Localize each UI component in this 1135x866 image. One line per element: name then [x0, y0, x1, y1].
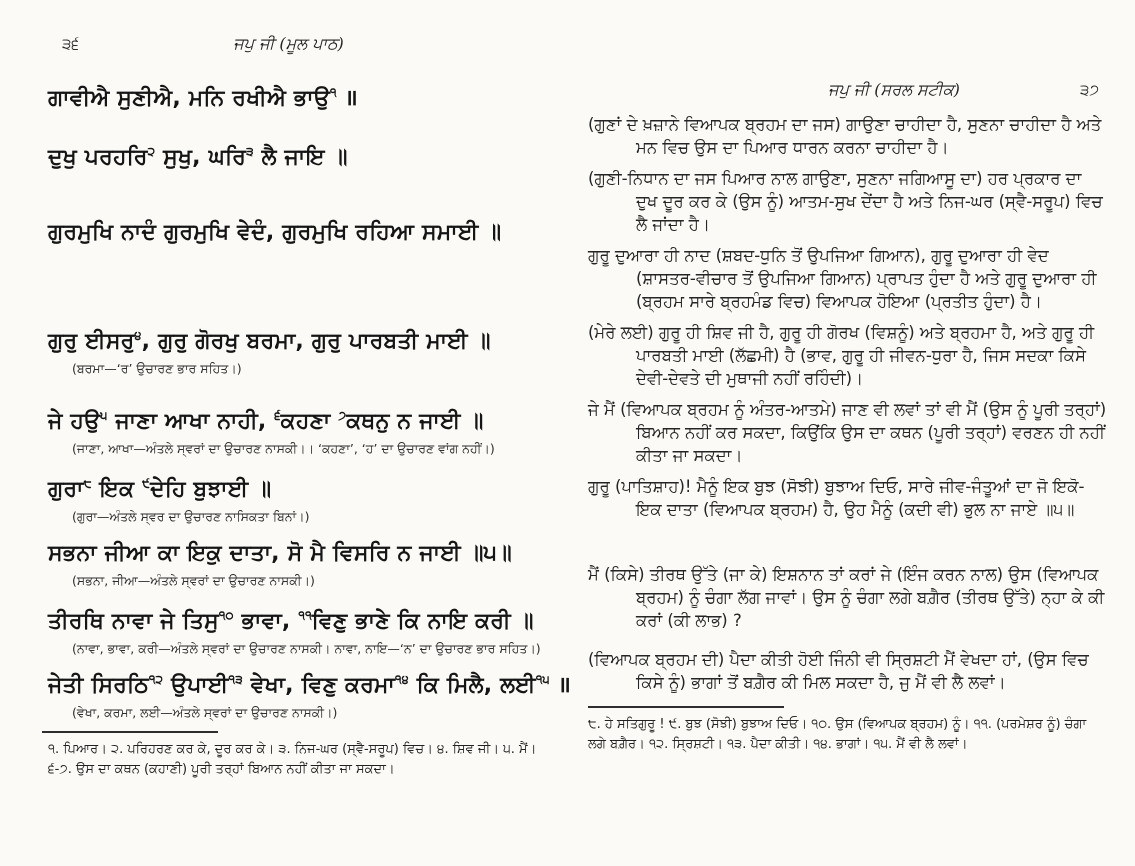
verse-line-5: ਜੇ ਹਉ$^੫$ ਜਾਣਾ ਆਖਾ ਨਾਹੀ, $^੬$ਕਹਣਾ $^੭$ਕਥਨੁ ਨ ਜਾਈ ॥ — [48, 408, 484, 434]
right-page-header-row — [588, 80, 1107, 100]
verse-line-3: ਗੁਰਮੁਖਿ ਨਾਦੰ ਗੁਰਮੁਖਿ ਵੇਦੰ, ਗੁਰਮੁਖਿ ਰਹਿਆ ਸਮਾਈ ॥ — [48, 220, 502, 245]
commentary-paragraph-8: (ਵਿਆਪਕ ਬ੍ਰਹਮ ਦੀ) ਪੈਦਾ ਕੀਤੀ ਹੋਈ ਜਿੰਨੀ ਵੀ ਸ੍ਰਿਸ਼ਟੀ ਮੈਂ ਵੇਖਦਾ ਹਾਂ, (ਉਸ ਵਿਚ ਕਿਸੇ ਨੂੰ) ਭਾਗਾਂ ਤੋਂ ਬਗ਼ੈਰ ਕੀ ਮਿਲ ਸਕਦਾ ਹੈ, ਜੁ ਮੈਂ ਵੀ ਲੈ ਲਵਾਂ। — [588, 650, 1089, 692]
verse-line-8: ਤੀਰਥਿ ਨਾਵਾ ਜੇ ਤਿਸੁ$^{੧੦}$ ਭਾਵਾ, $^{੧੧}$ਵਿਣੁ ਭਾਣੇ ਕਿ ਨਾਇ ਕਰੀ ॥ — [48, 608, 534, 634]
verse-note-5: (ਜਾਣਾ, ਆਖਾ—ਅੰਤਲੇ ਸ੍ਵਰਾਂ ਦਾ ਉਚਾਰਣ ਨਾਸਕੀ।। ‘ਕਹਣਾ’, ‘ਹ’ ਦਾ ਉਚਾਰਣ ਵਾਂਗ ਨਹੀਂ।) — [72, 441, 495, 456]
right-footnote-separator — [588, 706, 784, 708]
left-page-header-row — [48, 34, 558, 54]
verse-note-4: (ਬਰਮਾ—‘ਰ’ ਉਚਾਰਣ ਭਾਰ ਸਹਿਤ।) — [72, 361, 242, 376]
commentary-paragraph-2: (ਗੁਣੀ-ਨਿਧਾਨ ਦਾ ਜਸ ਪਿਆਰ ਨਾਲ ਗਾਉਣਾ, ਸੁਣਨਾ ਜਗਿਆਸੂ ਦਾ) ਹਰ ਪ੍ਰਕਾਰ ਦਾ ਦੁਖ ਦੂਰ ਕਰ ਕੇ (ਉਸ ਨੂੰ) ਆਤਮ-ਸੁਖ ਦੇਂਦਾ ਹੈ ਅਤੇ ਨਿਜ-ਘਰ (ਸ੍ਵੈ-ਸਰੂਪ) ਵਿਚ ਲੈ ਜਾਂਦਾ ਹੈ। — [588, 169, 1103, 234]
verse-line-9: ਜੇਤੀ ਸਿਰਠਿ$^{੧੨}$ ਉਪਾਈ$^{੧੩}$ ਵੇਖਾ, ਵਿਣੁ ਕਰਮਾ$^{੧੪}$ ਕਿ ਮਿਲੈ, ਲਈ$^{੧੫}$ ॥ — [48, 672, 572, 698]
verse-line-1: ਗਾਵੀਐ ਸੁਣੀਐ, ਮਨਿ ਰਖੀਐ ਭਾਉ$^੧$ ॥ — [48, 85, 358, 111]
left-page-title: ਜਪੁ ਜੀ (ਮੂਲ ਪਾਠ) — [233, 34, 344, 53]
commentary-paragraph-6: ਗੁਰੂ (ਪਾਤਿਸ਼ਾਹ)! ਮੈਨੂੰ ਇਕ ਬੁਝ (ਸੋਝੀ) ਬੁਝਾਅ ਦਿਓ, ਸਾਰੇ ਜੀਵ-ਜੰਤੂਆਂ ਦਾ ਜੋ ਇਕੋ-ਇਕ ਦਾਤਾ (ਵਿਆਪਕ ਬ੍ਰਹਮ) ਹੈ, ਉਹ ਮੈਨੂੰ (ਕਦੀ ਵੀ) ਭੁਲ ਨਾ ਜਾਏ ॥੫॥ — [588, 477, 1085, 519]
right-page-title: ਜਪੁ ਜੀ (ਸਰਲ ਸਟੀਕ) — [828, 80, 960, 99]
commentary-paragraph-5: ਜੇ ਮੈਂ (ਵਿਆਪਕ ਬ੍ਰਹਮ ਨੂੰ ਅੰਤਰ-ਆਤਮੇ) ਜਾਣ ਵੀ ਲਵਾਂ ਤਾਂ ਵੀ ਮੈਂ (ਉਸ ਨੂੰ ਪੂਰੀ ਤਰ੍ਹਾਂ) ਬਿਆਨ ਨਹੀਂ ਕਰ ਸਕਦਾ, ਕਿਉਂਕਿ ਉਸ ਦਾ ਕਥਨ (ਪੂਰੀ ਤਰ੍ਹਾਂ) ਵਰਣਨ ਹੀ ਨਹੀਂ ਕੀਤਾ ਜਾ ਸਕਦਾ। — [588, 400, 1107, 465]
commentary-paragraph-4: (ਮੇਰੇ ਲਈ) ਗੁਰੂ ਹੀ ਸ਼ਿਵ ਜੀ ਹੈ, ਗੁਰੂ ਹੀ ਗੋਰਖ (ਵਿਸ਼ਨੂੰ) ਅਤੇ ਬ੍ਰਹਮਾ ਹੈ, ਅਤੇ ਗੁਰੂ ਹੀ ਪਾਰਬਤੀ ਮਾਈ (ਲੱਛਮੀ) ਹੈ (ਭਾਵ, ਗੁਰੂ ਹੀ ਜੀਵਨ-ਧੁਰਾ ਹੈ, ਜਿਸ ਸਦਕਾ ਕਿਸੇ ਦੇਵੀ-ਦੇਵਤੇ ਦੀ ਮੁਥਾਜੀ ਨਹੀਂ ਰਹਿੰਦੀ)। — [588, 323, 1095, 388]
right-page-number: ੩੭ — [1079, 81, 1099, 99]
commentary-paragraph-3: ਗੁਰੂ ਦੁਆਰਾ ਹੀ ਨਾਦ (ਸ਼ਬਦ-ਧੁਨਿ ਤੋਂ ਉਪਜਿਆ ਗਿਆਨ), ਗੁਰੂ ਦੁਆਰਾ ਹੀ ਵੇਦ (ਸ਼ਾਸਤਰ-ਵੀਚਾਰ ਤੋਂ ਉਪਜਿਆ ਗਿਆਨ) ਪ੍ਰਾਪਤ ਹੁੰਦਾ ਹੈ ਅਤੇ ਗੁਰੂ ਦੁਆਰਾ ਹੀ (ਬ੍ਰਹਮ ਸਾਰੇ ਬ੍ਰਹਮੰਡ ਵਿਚ) ਵਿਆਪਕ ਹੋਇਆ (ਪ੍ਰਤੀਤ ਹੁੰਦਾ) ਹੈ। — [588, 246, 1097, 311]
verse-line-6: ਗੁਰਾ$^੮$ ਇਕ $^੯$ਦੇਹਿ ਬੁਝਾਈ ॥ — [48, 476, 272, 502]
verse-note-7: (ਸਭਨਾ, ਜੀਆ—ਅੰਤਲੇ ਸ੍ਵਰਾਂ ਦਾ ਉਚਾਰਣ ਨਾਸਕੀ।) — [72, 573, 315, 588]
left-page-number: ੩੬ — [62, 35, 79, 53]
commentary-paragraph-7: ਮੈਂ (ਕਿਸੇ) ਤੀਰਥ ਉੱਤੇ (ਜਾ ਕੇ) ਇਸ਼ਨਾਨ ਤਾਂ ਕਰਾਂ ਜੇ (ਇੰਜ ਕਰਨ ਨਾਲ) ਉਸ (ਵਿਆਪਕ ਬ੍ਰਹਮ) ਨੂੰ ਚੰਗਾ ਲੱਗ ਜਾਵਾਂ। ਉਸ ਨੂੰ ਚੰਗਾ ਲਗੇ ਬਗ਼ੈਰ (ਤੀਰਥ ਉੱਤੇ) ਨ੍ਹਾ ਕੇ ਕੀ ਕਰਾਂ (ਕੀ ਲਾਭ) ? — [588, 565, 1105, 630]
commentary-paragraph-1: (ਗੁਣਾਂ ਦੇ ਖ਼ਜ਼ਾਨੇ ਵਿਆਪਕ ਬ੍ਰਹਮ ਦਾ ਜਸ) ਗਾਉਣਾ ਚਾਹੀਦਾ ਹੈ, ਸੁਣਨਾ ਚਾਹੀਦਾ ਹੈ ਅਤੇ ਮਨ ਵਿਚ ਉਸ ਦਾ ਪਿਆਰ ਧਾਰਨ ਕਰਨਾ ਚਾਹੀਦਾ ਹੈ। — [588, 115, 1102, 157]
verse-line-4: ਗੁਰੁ ਈਸਰੁ$^੪$, ਗੁਰੁ ਗੋਰਖੁ ਬਰਮਾ, ਗੁਰੁ ਪਾਰਬਤੀ ਮਾਈ ॥ — [48, 328, 491, 354]
left-footnotes: ੧. ਪਿਆਰ। ੨. ਪਰਿਹਰਣ ਕਰ ਕੇ, ਦੂਰ ਕਰ ਕੇ। ੩. ਨਿਜ-ਘਰ (ਸ੍ਵੈ-ਸਰੂਪ) ਵਿਚ। ੪. ਸ਼ਿਵ ਜੀ। ੫. ਮੈਂ। ੬-੭. ਉਸ ਦਾ ਕਥਨ (ਕਹਾਣੀ) ਪੂਰੀ ਤਰ੍ਹਾਂ ਬਿਆਨ ਨਹੀਂ ਕੀਤਾ ਜਾ ਸਕਦਾ। — [48, 742, 537, 777]
verse-note-6: (ਗੁਰਾ—ਅੰਤਲੇ ਸ੍ਵਰ ਦਾ ਉਚਾਰਣ ਨਾਸਿਕਤਾ ਬਿਨਾਂ।) — [72, 509, 310, 524]
verse-line-2: ਦੁਖੁ ਪਰਹਰਿ$^੨$ ਸੁਖੁ, ਘਰਿ$^੩$ ਲੈ ਜਾਇ ॥ — [48, 144, 348, 170]
verse-line-7: ਸਭਨਾ ਜੀਆ ਕਾ ਇਕੁ ਦਾਤਾ, ਸੋ ਮੈ ਵਿਸਰਿ ਨ ਜਾਈ ॥੫॥ — [48, 541, 512, 566]
verse-note-8: (ਨਾਵਾ, ਭਾਵਾ, ਕਰੀ—ਅੰਤਲੇ ਸ੍ਵਰਾਂ ਦਾ ਉਚਾਰਣ ਨਾਸਕੀ। ਨਾਵਾ, ਨਾਇ—‘ਨ’ ਦਾ ਉਚਾਰਣ ਭਾਰ ਸਹਿਤ।) — [72, 641, 541, 656]
right-page — [570, 0, 1135, 866]
right-footnotes: ੮. ਹੇ ਸਤਿਗੁਰੂ ! ੯. ਬੁਝ (ਸੋਝੀ) ਬੁਝਾਅ ਦਿਓ। ੧੦. ਉਸ (ਵਿਆਪਕ ਬ੍ਰਹਮ) ਨੂੰ। ੧੧. (ਪਰਮੇਸ਼ਰ ਨੂੰ) ਚੰਗਾ ਲਗੇ ਬਗ਼ੈਰ। ੧੨. ਸ੍ਰਿਸ਼ਟੀ। ੧੩. ਪੈਦਾ ਕੀਤੀ। ੧੪. ਭਾਗਾਂ। ੧੫. ਮੈਂ ਵੀ ਲੈ ਲਵਾਂ। — [588, 717, 1087, 752]
left-footnote-separator — [42, 731, 218, 733]
verse-note-9: (ਵੇਖਾ, ਕਰਮਾ, ਲਈ—ਅੰਤਲੇ ਸ੍ਵਰਾਂ ਦਾ ਉਚਾਰਣ ਨਾਸਕੀ।) — [72, 705, 338, 720]
